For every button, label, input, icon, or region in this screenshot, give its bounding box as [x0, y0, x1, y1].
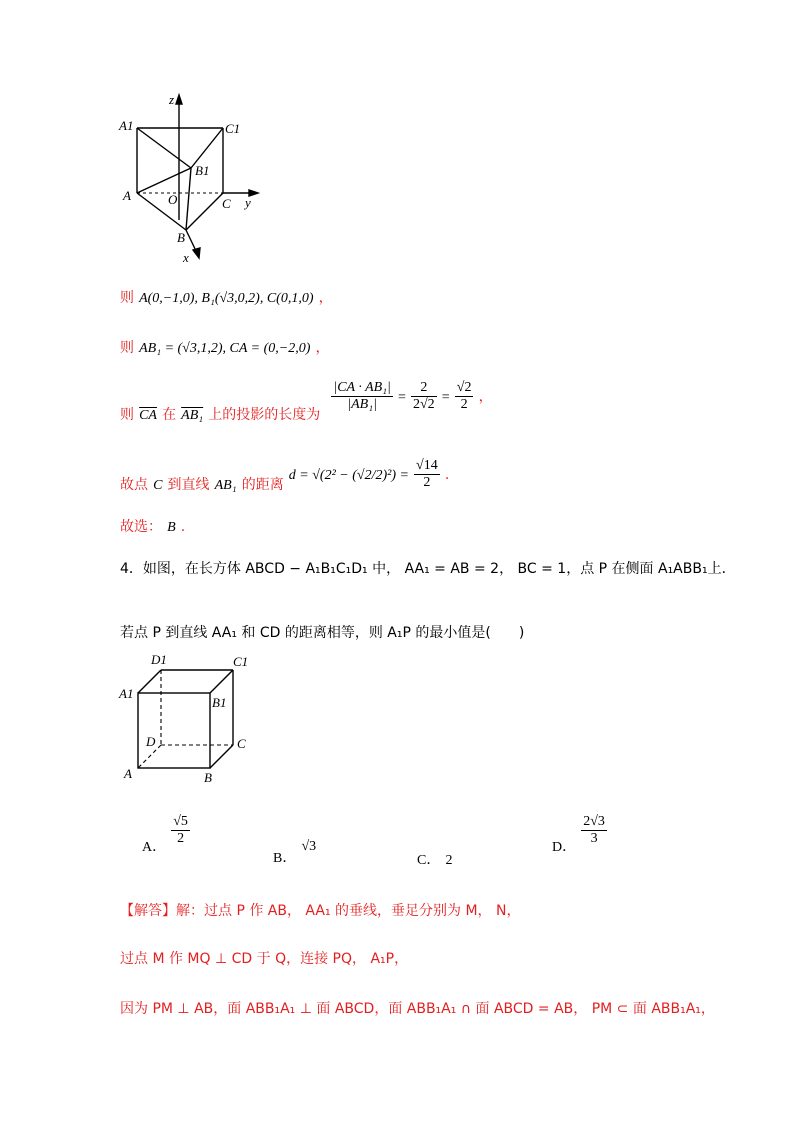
line-AB1: AB₁ — [214, 478, 237, 493]
projection-fraction: $\frac{\text{|CA · AB₁|}}{\text{|AB₁|}}$ — [333, 380, 391, 412]
label-z: z — [169, 92, 175, 107]
label-C: C — [222, 196, 231, 211]
point-C: C — [153, 478, 163, 493]
label-C: C — [237, 736, 246, 751]
value-fraction-1: $\frac{2}{2√2}$ — [413, 380, 435, 412]
text-gudian: 故点 — [120, 477, 148, 493]
label-D: D — [146, 734, 156, 749]
text-distance: 的距离 — [241, 477, 284, 493]
vector-CA: $\overline{CA}$ — [139, 408, 157, 423]
vector-expression: AB₁ = (√3,1,2), CA = (0,−2,0) — [139, 341, 311, 356]
solution-line-a: 【解答】解：过点 P 作 AB， AA₁ 的垂线，垂足分别为 M， N， — [120, 903, 521, 919]
answer-line — [120, 516, 185, 536]
solution-line-1 — [120, 287, 333, 307]
label-B1: B1 — [212, 695, 227, 710]
solution-line-3 — [120, 380, 493, 424]
solution-line-b: 过点 M 作 MQ ⊥ CD 于 Q，连接 PQ， A₁P， — [120, 951, 409, 967]
text-zai: 在 — [162, 407, 177, 423]
option-a-value: $\frac{√5}{2}$ — [173, 814, 188, 846]
label-D1: D1 — [151, 652, 167, 667]
distance-result: $\frac{√14}{2}$ — [416, 458, 438, 490]
option-c-label: C． — [417, 853, 441, 868]
coords-expression: A(0,−1,0), B₁(√3,0,2), C(0,1,0) — [139, 291, 314, 306]
option-c — [417, 849, 452, 869]
value-fraction-2: $\frac{√2}{2}$ — [456, 380, 472, 412]
text-ze: 则 — [120, 290, 134, 306]
text-ze: 则 — [120, 340, 134, 356]
text-line: 到直线 — [167, 477, 210, 493]
punct: ， — [315, 340, 330, 356]
question-4-line-2: 若点 P 到直线 AA₁ 和 CD 的距离相等，则 A₁P 的最小值是( ) — [120, 625, 525, 641]
distance-expression: d = √(2² − (√2/2)²) = — [288, 468, 409, 483]
text-guxuan: 故选： — [120, 519, 162, 535]
text-ze: 则 — [120, 407, 134, 423]
option-a-label: A． — [142, 840, 167, 855]
punct: . — [444, 467, 450, 483]
label-A: A — [124, 766, 132, 781]
solution-line-4 — [120, 458, 449, 494]
label-B: B — [177, 230, 185, 245]
answer-letter: B — [167, 520, 176, 535]
option-b — [273, 835, 316, 867]
option-c-value: 2 — [445, 853, 453, 868]
label-A1: A1 — [119, 118, 134, 133]
solution-line-2 — [120, 337, 329, 357]
label-A1: A1 — [119, 686, 134, 701]
option-d-value: $\frac{2√3}{3}$ — [583, 814, 605, 846]
label-A: A — [123, 188, 131, 203]
prism-figure — [115, 90, 275, 265]
punct: ， — [478, 389, 493, 405]
option-d — [552, 814, 607, 856]
punct: . — [180, 519, 186, 535]
label-B1: B1 — [195, 163, 210, 178]
label-x: x — [183, 250, 189, 265]
label-O: O — [168, 192, 178, 207]
label-C1: C1 — [233, 654, 249, 669]
option-d-label: D． — [552, 840, 577, 855]
option-b-label: B． — [273, 851, 297, 866]
label-B: B — [204, 770, 212, 785]
label-C1: C1 — [225, 121, 241, 136]
cube-figure — [115, 650, 265, 785]
equals: = — [441, 390, 450, 405]
option-b-value: √3 — [301, 839, 317, 854]
vector-AB1: AB₁ — [181, 408, 204, 423]
equals: = — [398, 390, 406, 405]
punct: ， — [318, 290, 333, 306]
text-projection: 上的投影的长度为 — [208, 407, 321, 423]
option-a — [142, 814, 190, 856]
solution-line-c: 因为 PM ⊥ AB，面 ABB₁A₁ ⊥ 面 ABCD，面 ABB₁A₁ ∩ 面 ABCD = AB， PM ⊂ 面 ABB₁A₁， — [120, 1001, 715, 1017]
label-y: y — [245, 195, 251, 210]
question-4-line-1: 4．如图，在长方体 ABCD − A₁B₁C₁D₁ 中， AA₁ = AB = 2， BC = 1，点 P 在侧面 A₁ABB₁上． — [120, 561, 736, 577]
